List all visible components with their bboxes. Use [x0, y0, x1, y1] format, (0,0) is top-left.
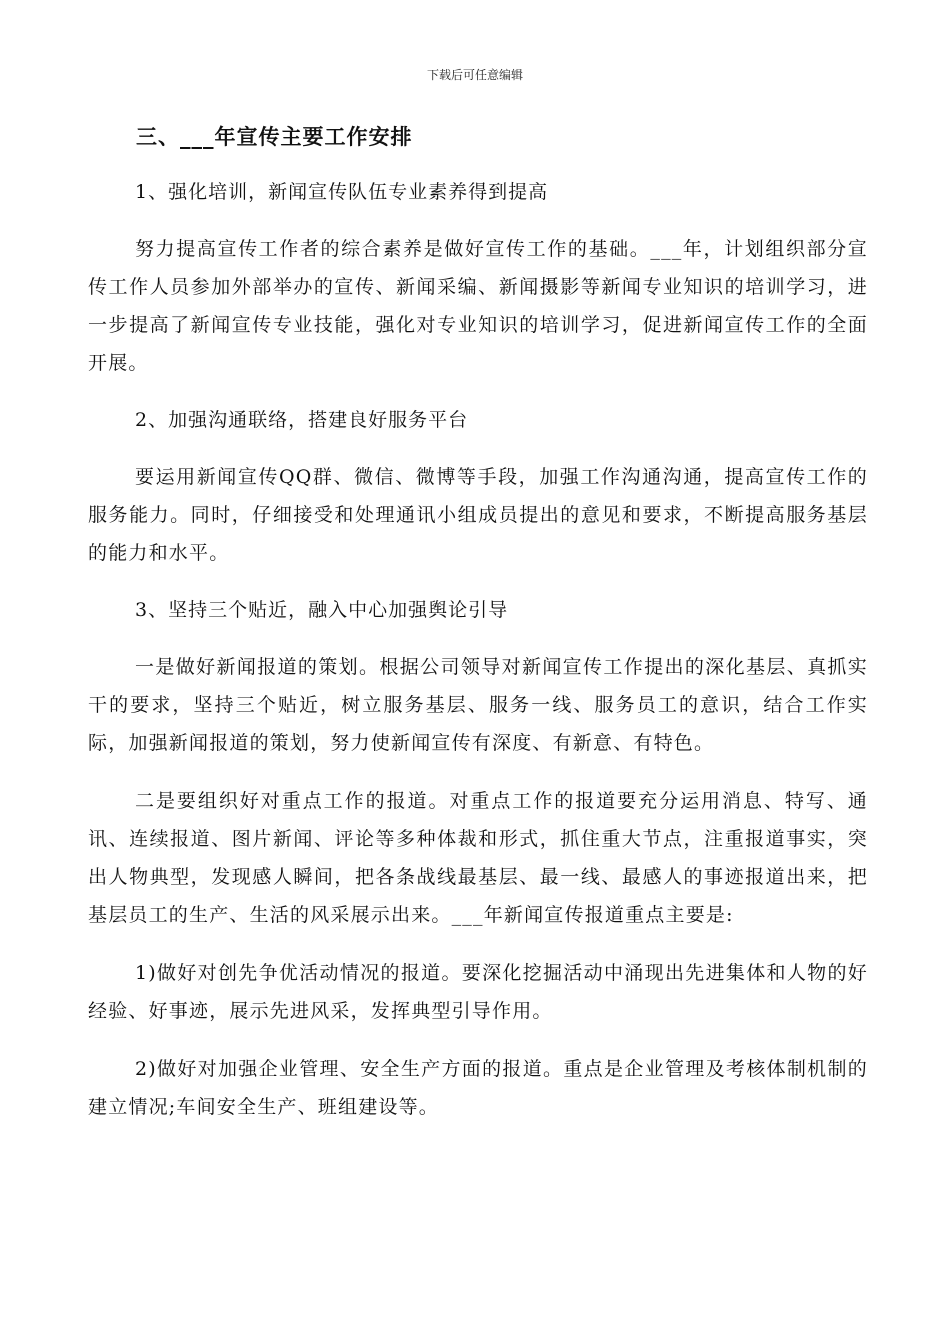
document-body	[88, 118, 868, 1146]
paragraph-3: 一是做好新闻报道的策划。根据公司领导对新闻宣传工作提出的深化基层、真抓实干的要求，坚持三个贴近，树立服务基层、服务一线、服务员工的意识，结合工作实际，加强新闻报道的策划，努力使新闻宣传有深度、有新意、有特色。	[88, 656, 868, 754]
paragraph-1: 努力提高宣传工作者的综合素养是做好宣传工作的基础。___年，计划组织部分宣传工作人员参加外部举办的宣传、新闻采编、新闻摄影等新闻专业知识的培训学习，进一步提高了新闻宣传专业技能，强化对专业知识的培训学习，促进新闻宣传工作的全面开展。	[88, 238, 868, 374]
sub-heading-1: 1、强化培训，新闻宣传队伍专业素养得到提高	[135, 181, 549, 203]
sub-heading-2: 2、加强沟通联络，搭建良好服务平台	[135, 409, 469, 431]
paragraph-5: 1)做好对创先争优活动情况的报道。要深化挖掘活动中涌现出先进集体和人物的好经验、好事迹，展示先进风采，发挥典型引导作用。	[88, 962, 868, 1022]
paragraph-2: 要运用新闻宣传QQ群、微信、微博等手段，加强工作沟通沟通，提高宣传工作的服务能力。同时，仔细接受和处理通讯小组成员提出的意见和要求，不断提高服务基层的能力和水平。	[88, 466, 868, 564]
header-note: 下载后可任意编辑	[426, 68, 523, 82]
paragraph-6: 2)做好对加强企业管理、安全生产方面的报道。重点是企业管理及考核体制机制的建立情况;车间安全生产、班组建设等。	[88, 1058, 868, 1118]
paragraph-4: 二是要组织好对重点工作的报道。对重点工作的报道要充分运用消息、特写、通讯、连续报道、图片新闻、评论等多种体裁和形式，抓住重大节点，注重报道事实，突出人物典型，发现感人瞬间，把各条战线最基层、最一线、最感人的事迹报道出来，把基层员工的生产、生活的风采展示出来。___年新闻宣传报道重点主要是:	[88, 790, 868, 926]
sub-heading-3: 3、坚持三个贴近，融入中心加强舆论引导	[135, 599, 509, 621]
section-title: 三、___年宣传主要工作安排	[136, 124, 413, 149]
